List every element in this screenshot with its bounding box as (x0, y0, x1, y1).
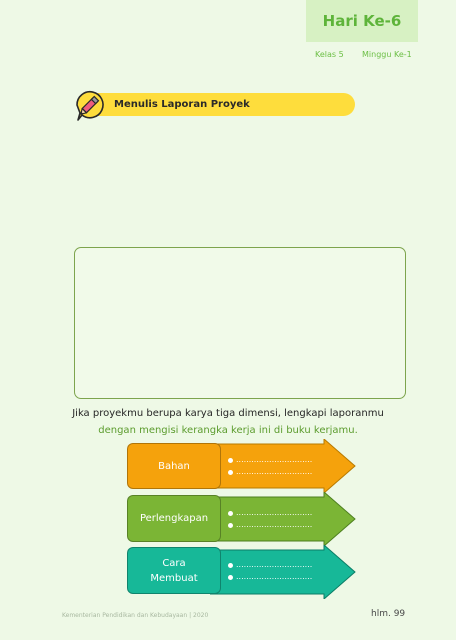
list-item: .............................. (228, 466, 312, 478)
framework-label-3-text: Cara Membuat (150, 557, 198, 584)
bullet-dot (228, 458, 233, 463)
framework-label-1-text: Bahan (158, 460, 190, 472)
framework-bullets-3 (228, 559, 312, 583)
bullet-dot (228, 523, 233, 528)
week-label: Minggu Ke-1 (362, 50, 412, 59)
day-tab (306, 0, 418, 42)
bullet-dot (228, 563, 233, 568)
day-title: Hari Ke-6 (322, 12, 402, 30)
list-item: .............................. (228, 454, 312, 466)
instruction-line-1: Jika proyekmu berupa karya tiga dimensi, lengkapi laporanmu (72, 408, 384, 419)
framework-label-2 (127, 495, 221, 542)
bullet-dot (228, 511, 233, 516)
footer-publisher: Kementerian Pendidikan dan Kebudayaan | 2020 (62, 612, 209, 619)
framework-label-3 (127, 547, 221, 594)
class-label: Kelas 5 (315, 50, 344, 59)
pencil-icon (72, 87, 108, 123)
framework-label-2-text: Perlengkapan (139, 513, 209, 524)
list-item: .............................. (228, 559, 312, 571)
framework-label-1 (127, 443, 221, 489)
list-item: .............................. (228, 571, 312, 583)
bullet-dot (228, 575, 233, 580)
list-item: .............................. (228, 519, 312, 531)
page-number: hlm. 99 (371, 609, 406, 619)
image-frame (74, 247, 406, 399)
section-title: Menulis Laporan Proyek (114, 99, 250, 110)
framework-bullets-1 (228, 454, 312, 478)
framework-bullets-2 (228, 507, 312, 531)
list-item: .............................. (228, 507, 312, 519)
instruction-line-2: dengan mengisi kerangka kerja ini di buku kerjamu. (98, 425, 358, 436)
bullet-dot (228, 470, 233, 475)
